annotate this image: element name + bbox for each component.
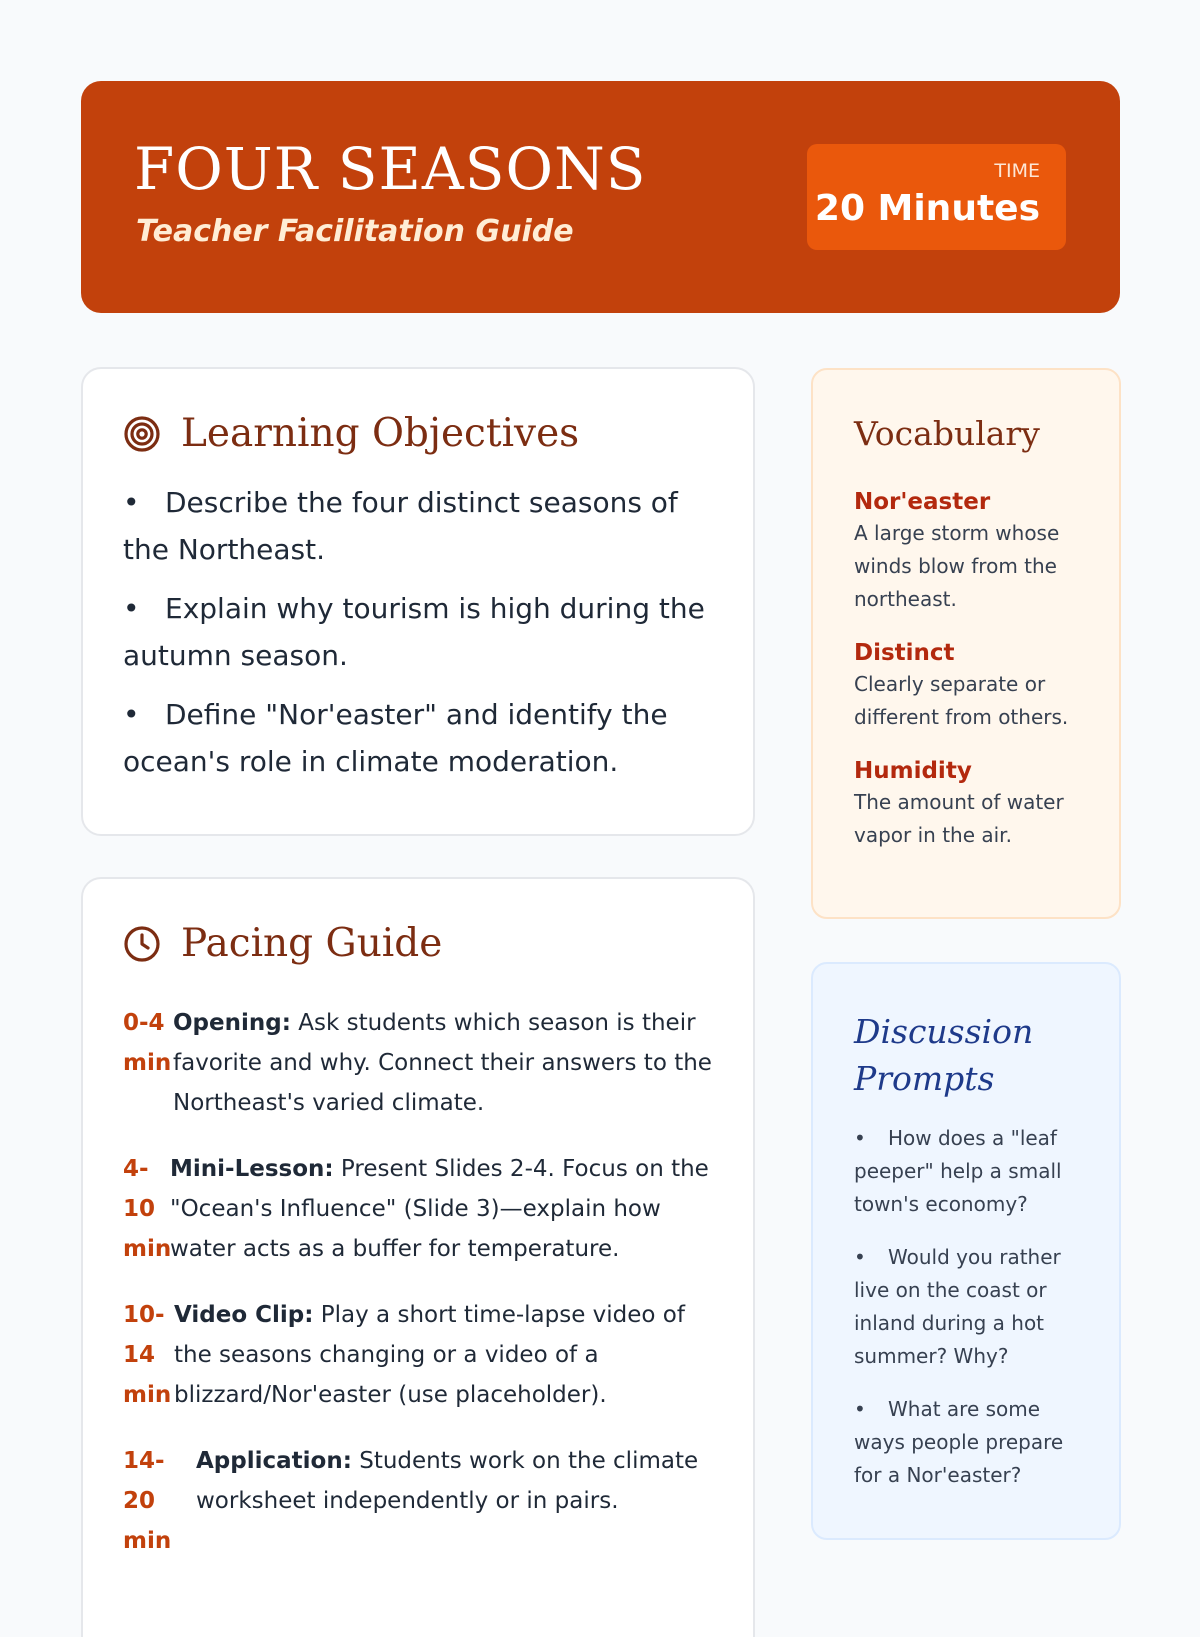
vocabulary-heading: Vocabulary — [854, 414, 1040, 453]
discussion-prompts-card — [811, 962, 1121, 1540]
vocab-definition: Clearly separate or different from others. — [854, 672, 1069, 729]
pacing-time: 0-4 min — [123, 1010, 172, 1076]
list-item: • Describe the four distinct seasons of the Northeast. — [123, 486, 678, 566]
vocab-definition: The amount of water vapor in the air. — [854, 790, 1064, 847]
page-title: FOUR SEASONS — [134, 135, 647, 203]
list-item: • How does a "leaf peeper" help a small town's economy? — [854, 1126, 1062, 1216]
vocab-term: Distinct — [854, 640, 955, 666]
vocabulary-list — [854, 487, 1094, 874]
pacing-row — [123, 1441, 723, 1561]
learning-objectives-heading: Learning Objectives — [181, 411, 580, 456]
objectives-list — [123, 479, 713, 797]
pacing-list — [123, 1003, 723, 1587]
list-item: • What are some ways people prepare for a Nor'easter? — [854, 1397, 1064, 1487]
header-banner — [81, 81, 1120, 313]
clock-icon — [123, 925, 161, 963]
list-item: • Define "Nor'easter" and identify the ocean's role in climate moderation. — [123, 698, 668, 778]
pacing-text: Mini-Lesson: Present Slides 2-4. Focus on the "Ocean's Influence" (Slide 3)—explain how water acts as a buffer for temperature. — [170, 1156, 709, 1262]
vocabulary-card — [811, 368, 1121, 919]
pacing-time: 14-20 min — [123, 1448, 172, 1554]
pacing-text: Video Clip: Play a short time-lapse video of the seasons changing or a video of a blizzard/Nor'easter (use placeholder). — [174, 1302, 685, 1408]
vocab-term: Nor'easter — [854, 489, 991, 515]
page-subtitle: Teacher Facilitation Guide — [136, 214, 574, 249]
learning-objectives-card — [81, 367, 755, 836]
pacing-text: Opening: Ask students which season is their favorite and why. Connect their answers to the Northeast's varied climate. — [173, 1010, 712, 1116]
vocab-term: Humidity — [854, 758, 972, 784]
pacing-guide-heading: Pacing Guide — [181, 921, 443, 966]
pacing-text: Application: Students work on the climate worksheet independently or in pairs. — [196, 1448, 699, 1514]
list-item: • Would you rather live on the coast or inland during a hot summer? Why? — [854, 1245, 1061, 1368]
pacing-guide-card — [81, 877, 755, 1637]
discussion-list — [854, 1122, 1094, 1512]
pacing-time: 4-10 min — [123, 1156, 172, 1262]
vocab-definition: A large storm whose winds blow from the northeast. — [854, 521, 1060, 611]
time-badge — [807, 144, 1066, 250]
time-label: TIME — [994, 160, 1040, 182]
time-value: 20 Minutes — [814, 188, 1040, 229]
discussion-prompts-heading: Discussion Prompts — [854, 1012, 1034, 1098]
pacing-row — [123, 1295, 723, 1415]
pacing-row — [123, 1149, 723, 1269]
pacing-time: 10-14 min — [123, 1302, 172, 1408]
list-item: • Explain why tourism is high during the autumn season. — [123, 592, 705, 672]
pacing-guide-header — [123, 921, 442, 966]
target-icon — [123, 415, 161, 453]
learning-objectives-header — [123, 411, 579, 456]
pacing-row — [123, 1003, 723, 1123]
